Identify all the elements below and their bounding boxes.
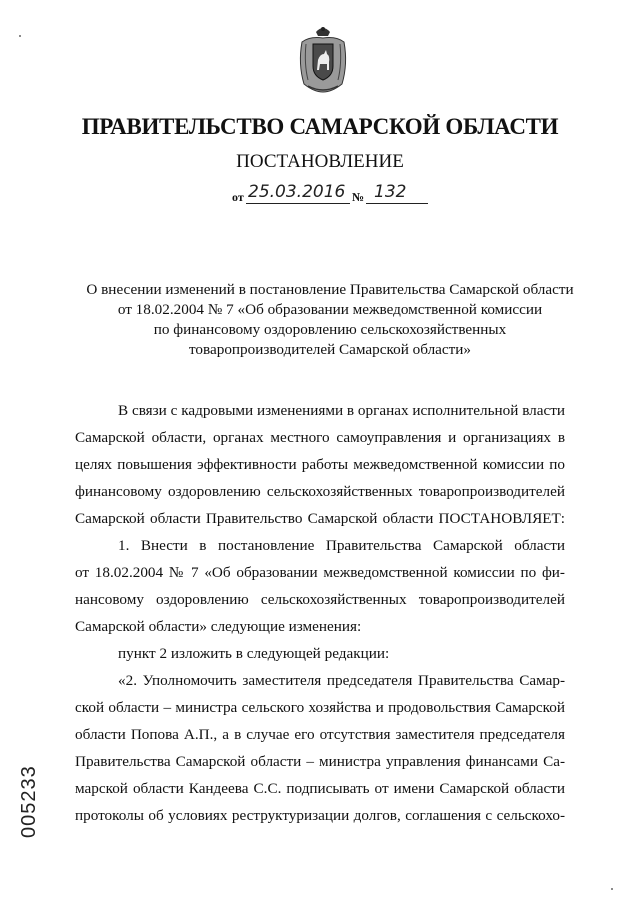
body-line: В связи с кадровыми изменениями в органах исполнительной власти: [118, 402, 565, 419]
body-line: Самарской области Правительство Самарской области ПОСТАНОВЛЯЕТ:: [75, 510, 565, 527]
subject-line: от 18.02.2004 № 7 «Об образовании межведомственной комиссии: [117, 301, 543, 318]
date-underline: [246, 203, 350, 204]
registration-stamp: 005233: [18, 765, 40, 838]
scan-speck: [611, 888, 613, 890]
subject-line: по финансовому оздоровлению сельскохозяйственных: [153, 321, 507, 338]
body-line: «2. Уполномочить заместителя председателя Правительства Самар-: [118, 672, 565, 689]
government-title: ПРАВИТЕЛЬСТВО САМАРСКОЙ ОБЛАСТИ: [81, 114, 559, 139]
body-line: Правительства Самарской области – министра управления финансами Са-: [75, 753, 565, 770]
date-prefix: от: [232, 190, 244, 204]
number-underline: [366, 203, 428, 204]
subject-line: О внесении изменений в постановление Правительства Самарской области: [86, 281, 574, 298]
document-type: ПОСТАНОВЛЕНИЕ: [236, 151, 404, 172]
body-line: области Попова А.П., а в случае его отсутствия заместителя председателя: [75, 726, 565, 743]
body-line: нансовому оздоровлению сельскохозяйственных товаропроизводителей: [75, 591, 565, 608]
body-line: марской области Кандеева С.С. подписывать от имени Самарской области: [75, 780, 565, 797]
body-line: ской области – министра сельского хозяйства и продовольствия Самарской: [75, 699, 565, 716]
body-line: Самарской области, органах местного самоуправления и организациях в: [75, 429, 565, 446]
body-line: протоколы об условиях реструктуризации долгов, соглашения с сельскохо-: [75, 807, 565, 824]
body-line: Самарской области» следующие изменения:: [75, 618, 362, 635]
document-subject: [60, 280, 600, 360]
date-value: 25.03.2016: [248, 182, 346, 202]
body-line: целях повышения эффективности работы межведомственной комиссии по: [75, 456, 565, 473]
samara-coat-of-arms-icon: [296, 24, 350, 94]
subject-line: товаропроизводителей Самарской области»: [188, 341, 471, 358]
body-line: 1. Внести в постановление Правительства Самарской области: [118, 537, 565, 554]
number-value: 132: [374, 182, 407, 202]
number-prefix: №: [352, 190, 365, 204]
body-line: пункт 2 изложить в следующей редакции:: [118, 645, 390, 662]
body-line: финансовому оздоровлению сельскохозяйственных товаропроизводителей: [75, 483, 565, 500]
body-line: от 18.02.2004 № 7 «Об образовании межведомственной комиссии по фи-: [75, 564, 565, 581]
scan-speck: [19, 35, 21, 37]
date-number-line: [232, 182, 442, 208]
